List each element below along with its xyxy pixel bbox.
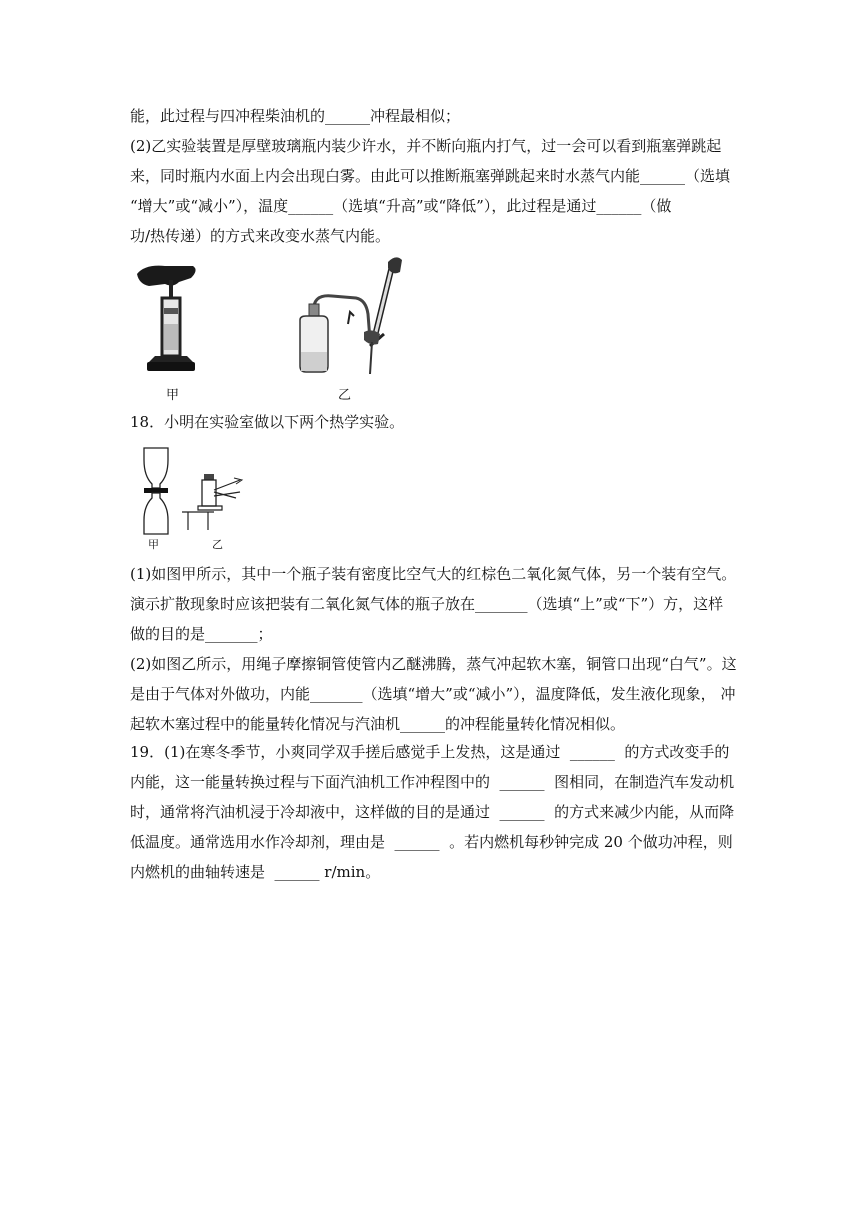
q17-figure-a-label: 甲 — [166, 388, 180, 403]
q19-line-3: 时，通常将汽油机浸于冷却液中，这样做的目的是通过 ______ 的方式来减少内能，从而降 — [130, 803, 735, 821]
q19-line-5: 内燃机的曲轴转速是 ______ r/min。 — [130, 863, 381, 881]
q18-line-4: 做的目的是_______； — [130, 625, 273, 643]
q17-figure-a-piston-cylinder — [135, 262, 205, 374]
q18-line-1: 18．小明在实验室做以下两个热学实验。 — [130, 413, 405, 431]
q17-line-1: 能，此过程与四冲程柴油机的______冲程最相似； — [130, 107, 461, 125]
q18-line-5: (2)如图乙所示，用绳子摩擦铜管使管内乙醚沸腾，蒸气冲起软木塞，铜管口出现“白气”。这 — [130, 655, 737, 673]
q18-line-3: 演示扩散现象时应该把装有二氧化氮气体的瓶子放在_______（选填“上”或“下”）方，这样 — [130, 595, 724, 613]
q18-line-7: 起软木塞过程中的能量转化情况与汽油机______的冲程能量转化情况相似。 — [130, 715, 626, 733]
q18-figure-b-label: 乙 — [212, 538, 223, 551]
q17-line-2: (2)乙实验装置是厚壁玻璃瓶内装少许水，并不断向瓶内打气，过一会可以看到瓶塞弹跳起 — [130, 137, 722, 155]
q17-line-4: “增大”或“减小”），温度______（选填“升高”或“降低”），此过程是通过______（做 — [130, 197, 672, 215]
q17-figure-b-bottle-pump — [292, 254, 418, 380]
q17-figure-b-label: 乙 — [338, 388, 352, 403]
q17-line-5: 功/热传递）的方式来改变水蒸气内能。 — [130, 227, 391, 245]
q18-figure-a-stacked-bottles — [138, 446, 174, 538]
q19-line-1: 19．(1)在寒冬季节，小爽同学双手搓后感觉手上发热，这是通过 ______ 的方式改变手的 — [130, 743, 730, 761]
q19-line-4: 低温度。通常选用水作冷却剂，理由是 ______ 。若内燃机每秒钟完成 20 个做功冲程，则 — [130, 833, 733, 851]
q18-figure-b-copper-tube — [178, 470, 248, 532]
q18-line-2: (1)如图甲所示，其中一个瓶子装有密度比空气大的红棕色二氧化氮气体，另一个装有空气。 — [130, 565, 737, 583]
q18-line-6: 是由于气体对外做功，内能_______（选填“增大”或“减小”），温度降低，发生液化现象， 冲 — [130, 685, 736, 703]
q19-line-2: 内能，这一能量转换过程与下面汽油机工作冲程图中的 ______ 图相同，在制造汽车发动机 — [130, 773, 735, 791]
q18-figure-a-label: 甲 — [148, 538, 159, 551]
q17-line-3: 来，同时瓶内水面上内会出现白雾。由此可以推断瓶塞弹跳起来时水蒸气内能______（选填 — [130, 167, 731, 185]
